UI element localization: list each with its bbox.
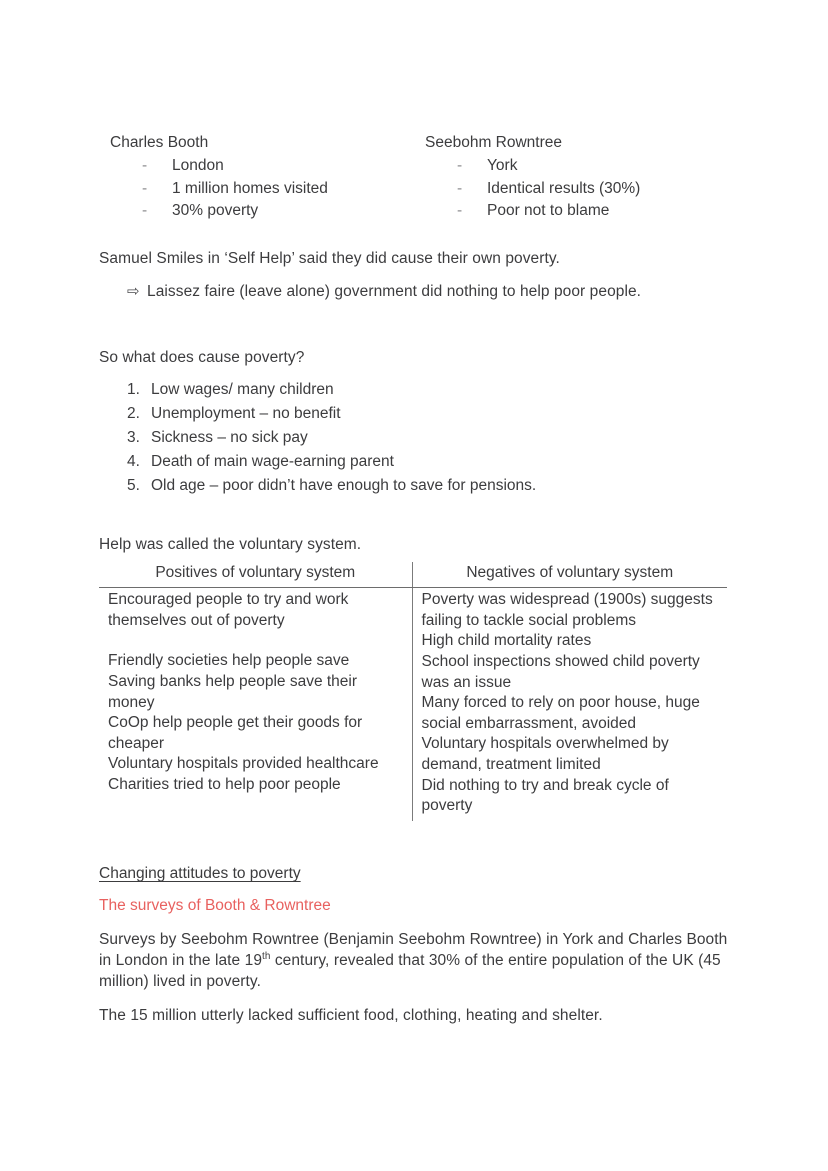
negative-item: School inspections showed child poverty was an issue	[421, 652, 700, 691]
surveyor-column-rowntree	[414, 133, 729, 223]
positive-item: Voluntary hospitals provided healthcare	[108, 755, 379, 773]
surveys-paragraph-part-1: Surveys by Seebohm Rowntree (Benjamin Seebohm Rowntree) in York and Charles Booth in London in the late 19	[99, 931, 728, 969]
negatives-lines	[422, 590, 718, 817]
list-item	[99, 179, 414, 200]
list-item-label: 30% poverty	[172, 201, 259, 219]
surveys-paragraph-part-2: century, revealed that 30% of the entire population of the UK (45 million) lived in poverty.	[99, 951, 721, 990]
voluntary-system-table	[99, 562, 727, 821]
surveys-paragraph	[99, 930, 729, 993]
surveyor-points-booth	[99, 156, 414, 221]
surveyors-block	[99, 133, 729, 223]
list-item: Unemployment – no benefit	[151, 405, 341, 423]
dash-bullet-icon: -	[142, 157, 148, 175]
causes-list	[99, 380, 729, 501]
list-item: Old age – poor didn’t have enough to save for pensions.	[151, 477, 537, 495]
column-header-positives: Positives of voluntary system	[99, 562, 412, 588]
list-item	[414, 201, 729, 222]
negative-item: High child mortality rates	[421, 632, 592, 650]
column-header-negatives: Negatives of voluntary system	[412, 562, 727, 588]
list-item: Low wages/ many children	[151, 381, 334, 398]
negative-item: Voluntary hospitals overwhelmed by demand, treatment limited	[421, 735, 669, 774]
list-item	[99, 201, 414, 222]
negative-item: Poverty was widespread (1900s) suggests failing to tackle social problems	[421, 591, 713, 629]
table-header-row	[99, 562, 727, 588]
list-item: Death of main wage-earning parent	[151, 453, 394, 471]
negatives-cell	[412, 588, 727, 821]
dash-bullet-icon: -	[142, 201, 148, 219]
dash-bullet-icon: -	[457, 201, 463, 219]
positive-item: Saving banks help people save their money	[108, 672, 358, 711]
section-heading-changing-attitudes: Changing attitudes to poverty	[99, 865, 301, 882]
list-item	[99, 156, 414, 177]
list-item-label: York	[487, 157, 518, 175]
dash-bullet-icon: -	[457, 179, 463, 197]
surveyor-points-rowntree	[414, 156, 729, 221]
smiles-statement: Samuel Smiles in ‘Self Help’ said they did cause their own poverty.	[99, 250, 560, 267]
list-item-label: 1 million homes visited	[172, 179, 328, 197]
positive-item: Encouraged people to try and work themselves out of poverty	[108, 591, 349, 629]
list-item	[414, 179, 729, 200]
list-item-label: Identical results (30%)	[487, 179, 641, 197]
list-item	[414, 156, 729, 177]
dash-bullet-icon: -	[457, 157, 463, 175]
causes-question: So what does cause poverty?	[99, 349, 305, 366]
positive-item: CoOp help people get their goods for cheaper	[108, 714, 363, 752]
surveyor-column-booth	[99, 133, 414, 223]
right-arrow-icon: ⇨	[127, 283, 140, 300]
century-ordinal-suffix: th	[262, 950, 271, 962]
negative-item: Did nothing to try and break cycle of poverty	[421, 776, 669, 815]
section-heading-surveys: The surveys of Booth & Rowntree	[99, 897, 331, 914]
fifteen-million-paragraph: The 15 million utterly lacked sufficient food, clothing, heating and shelter.	[99, 1007, 603, 1024]
voluntary-intro: Help was called the voluntary system.	[99, 536, 362, 553]
list-item-label: London	[172, 157, 224, 175]
surveyor-name-booth: Charles Booth	[110, 134, 209, 151]
list-item-label: Poor not to blame	[487, 201, 610, 219]
negative-item: Many forced to rely on poor house, huge social embarrassment, avoided	[421, 694, 700, 732]
positives-lines	[108, 590, 402, 795]
laissez-faire-text: Laissez faire (leave alone) government did nothing to help poor people.	[147, 283, 642, 300]
laissez-faire-row	[99, 282, 729, 303]
list-item: Sickness – no sick pay	[151, 429, 308, 447]
positive-item: Charities tried to help poor people	[108, 776, 341, 794]
positives-cell	[99, 588, 412, 821]
table-row	[99, 588, 727, 821]
positive-item: Friendly societies help people save	[108, 652, 350, 670]
surveyor-name-rowntree: Seebohm Rowntree	[425, 134, 562, 151]
dash-bullet-icon: -	[142, 179, 148, 197]
